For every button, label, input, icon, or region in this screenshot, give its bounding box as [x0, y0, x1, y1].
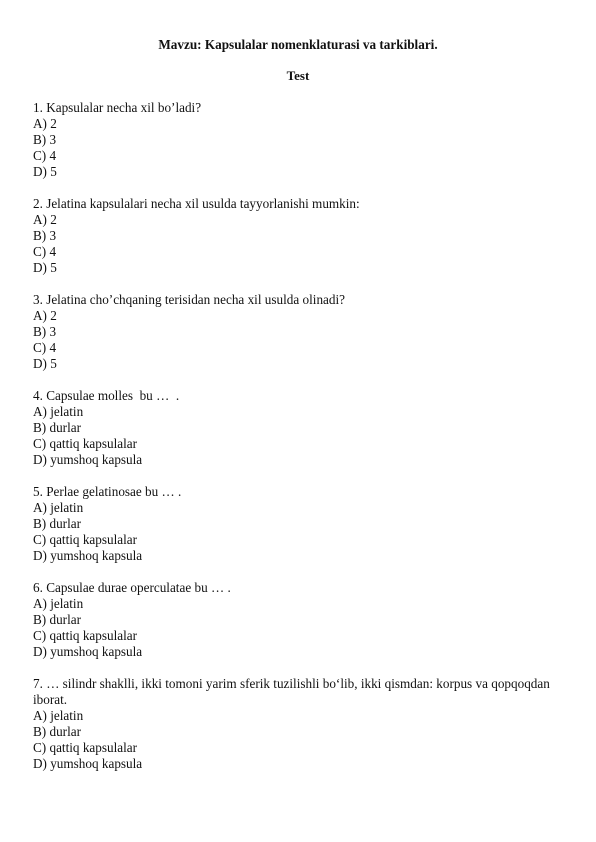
question-3	[33, 292, 553, 372]
question-7	[33, 676, 553, 772]
answer-option-d: D) yumshoq kapsula	[33, 548, 143, 563]
question-text: 4. Capsulae molles bu … .	[33, 388, 180, 403]
answer-option-b: B) durlar	[33, 516, 81, 531]
answer-option-a: A) 2	[33, 116, 57, 131]
answer-option-c: C) 4	[33, 148, 57, 163]
answer-option-a: A) jelatin	[33, 708, 84, 723]
answer-option-a: A) jelatin	[33, 404, 84, 419]
answer-option-d: D) 5	[33, 164, 57, 179]
answer-option-c: C) 4	[33, 244, 57, 259]
question-text: 2. Jelatina kapsulalari necha xil usulda tayyorlanishi mumkin:	[33, 196, 360, 211]
answer-option-b: B) 3	[33, 324, 57, 339]
answer-option-b: B) 3	[33, 228, 57, 243]
question-6	[33, 580, 553, 660]
answer-option-b: B) durlar	[33, 612, 81, 627]
answer-option-d: D) 5	[33, 356, 57, 371]
answer-option-b: B) durlar	[33, 420, 81, 435]
question-5	[33, 484, 553, 564]
answer-option-c: C) qattiq kapsulalar	[33, 532, 138, 547]
answer-option-c: C) qattiq kapsulalar	[33, 628, 138, 643]
answer-option-c: C) qattiq kapsulalar	[33, 436, 138, 451]
question-text: 5. Perlae gelatinosae bu … .	[33, 484, 182, 499]
answer-option-a: A) 2	[33, 308, 57, 323]
question-2	[33, 196, 553, 276]
answer-option-d: D) yumshoq kapsula	[33, 756, 143, 771]
answer-option-d: D) yumshoq kapsula	[33, 452, 143, 467]
answer-option-a: A) jelatin	[33, 596, 84, 611]
question-list	[33, 100, 553, 788]
document-title: Mavzu: Kapsulalar nomenklaturasi va tarkiblari.	[158, 37, 438, 52]
answer-option-b: B) 3	[33, 132, 57, 147]
question-1	[33, 100, 553, 180]
answer-option-a: A) 2	[33, 212, 57, 227]
question-text: 7. … silindr shaklli, ikki tomoni yarim sferik tuzilishli bo‘lib, ikki qismdan: korpus va qopqoqdan iborat.	[33, 676, 554, 707]
answer-option-b: B) durlar	[33, 724, 81, 739]
question-text: 6. Capsulae durae operculatae bu … .	[33, 580, 231, 595]
question-text: 1. Kapsulalar necha xil bo’ladi?	[33, 100, 202, 115]
question-text: 3. Jelatina cho’chqaning terisidan necha xil usulda olinadi?	[33, 292, 346, 307]
question-4	[33, 388, 553, 468]
answer-option-a: A) jelatin	[33, 500, 84, 515]
answer-option-c: C) qattiq kapsulalar	[33, 740, 138, 755]
document-subtitle: Test	[286, 68, 310, 83]
answer-option-d: D) 5	[33, 260, 57, 275]
answer-option-c: C) 4	[33, 340, 57, 355]
answer-option-d: D) yumshoq kapsula	[33, 644, 143, 659]
